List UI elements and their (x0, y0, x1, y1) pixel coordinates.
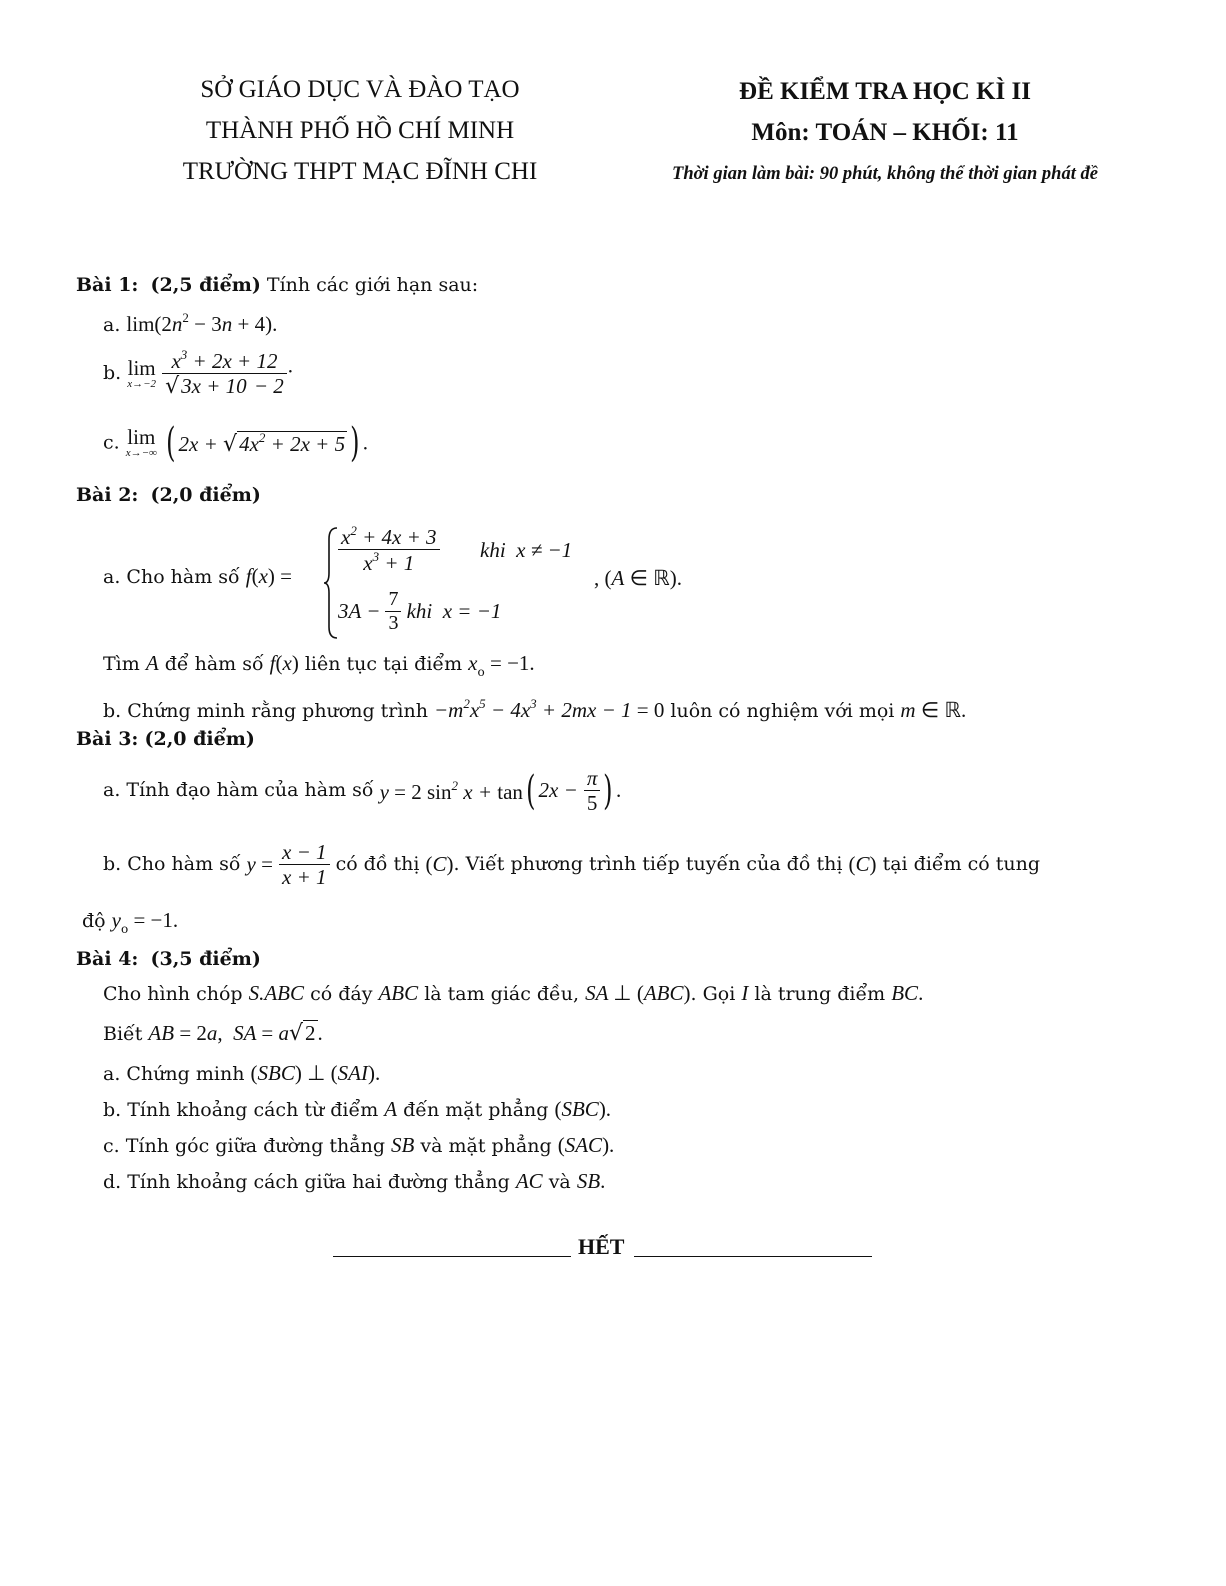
bai2-heading (76, 486, 261, 505)
bai1-a-label: a. (103, 314, 121, 336)
exam-time: Thời gian làm bài: 90 phút, không thể thời gian phát đề (672, 164, 1098, 184)
bai1-c-label: c. (103, 431, 120, 454)
bai1-a (103, 311, 277, 335)
bai1-title: Bài 1: (76, 274, 139, 296)
bai3-heading (76, 730, 255, 749)
bai1-b-label: b. (103, 362, 122, 385)
bai4-b: b. Tính khoảng cách từ điểm A đến mặt phẳng (SBC). (103, 1097, 612, 1121)
exam-subject: Môn: TOÁN – KHỐI: 11 (751, 119, 1019, 146)
bai3-b: b. Cho hàm số y = $\frac{x - 1}{x + 1}$ có đồ thị (C). Viết phương trình tiếp tuyến của đồ thị (C) tại điểm có tung (103, 840, 1041, 890)
bai1-b: b. lim x→−2 $\frac{x^3 + 2x + 12}{√3x + 10 - 2}$ · (103, 347, 294, 400)
bai2-a-intro: a. Cho hàm số f(x) = (103, 564, 292, 588)
bai4-c: c. Tính góc giữa đường thẳng SB và mặt phẳng (SAC). (103, 1133, 615, 1157)
piecewise-case-1: $\frac{x^2 + 4x + 3}{x^3 + 1}$ (338, 524, 440, 575)
bai2-a-label: a. (103, 566, 121, 588)
bai1-intro: Tính các giới hạn sau: (266, 274, 479, 296)
bai2-a-find: Tìm A để hàm số f(x) liên tục tại điểm $x_o = -1$. (103, 651, 535, 679)
piecewise-domain: , (A ∈ ℝ). (594, 566, 682, 590)
bai3-a: a. Tính đạo hàm của hàm số y = 2 $\sin^2 x + \tan$( 2x − $\frac{\pi}{5}$ ) . (103, 766, 622, 816)
bai2-a-text: Cho hàm số (126, 566, 240, 588)
bai1-c: c. lim x→−∞ ( $2x + √4x^2 + 2x + 5$ ) . (103, 420, 368, 466)
piecewise-case-2: 3A − $\frac{7}{3}$ khi x = −1 (338, 588, 502, 634)
bai1-score: (2,5 điểm) (150, 274, 261, 296)
bai4-d: d. Tính khoảng cách giữa hai đường thẳng AC và SB. (103, 1169, 606, 1193)
bai4-intro: Cho hình chóp S.ABC có đáy ABC là tam giác đều, SA ⊥ (ABC). Gọi I là trung điểm BC. (103, 981, 924, 1005)
bai2-title: Bài 2: (76, 484, 139, 506)
school-city: THÀNH PHỐ HỒ CHÍ MINH (205, 117, 515, 144)
bai1-b-fraction: $\frac{x^3 + 2x + 12}{√3x + 10 - 2}$ (162, 348, 287, 399)
bai2-b: b. Chứng minh rằng phương trình $-m^2x^5 - 4x^3 + 2mx - 1 = 0$ luôn có nghiệm với mọi m ∈ ℝ. (103, 696, 967, 722)
exam-title: ĐỀ KIỂM TRA HỌC KÌ II (739, 78, 1031, 105)
end-rule-right (634, 1256, 872, 1257)
school-name: TRƯỜNG THPT MẠC ĐĨNH CHI (182, 158, 538, 185)
bai1-a-formula: $\lim(2n^2 - 3n + 4)$. (126, 310, 278, 336)
bai1-b-lim: lim x→−2 (127, 355, 157, 390)
bai2-score: (2,0 điểm) (150, 484, 261, 506)
bai1-c-formula: $2x + √4x^2 + 2x + 5$ (178, 429, 346, 457)
bai4-heading (76, 950, 261, 969)
bai4-score: (3,5 điểm) (150, 948, 261, 970)
bai1-c-lim: lim x→−∞ (125, 425, 157, 459)
end-marker: HẾT (578, 1234, 625, 1259)
bai4-title: Bài 4: (76, 948, 139, 970)
bai4-a: a. Chứng minh (SBC) ⊥ (SAI). (103, 1061, 381, 1085)
end-rule-left (333, 1256, 571, 1257)
school-dept: SỞ GIÁO DỤC VÀ ĐÀO TẠO (200, 76, 520, 103)
bai3-b-line2: độ $y_o = -1$. (82, 908, 179, 936)
bai1-heading (76, 276, 478, 295)
bai3-title: Bài 3: (76, 728, 139, 750)
bai4-given: Biết AB = 2a, SA = a√2. (103, 1021, 323, 1046)
piecewise-cond-1: khi x ≠ −1 (480, 538, 573, 562)
piecewise-brace (324, 527, 338, 639)
bai3-score: (2,0 điểm) (144, 728, 255, 750)
